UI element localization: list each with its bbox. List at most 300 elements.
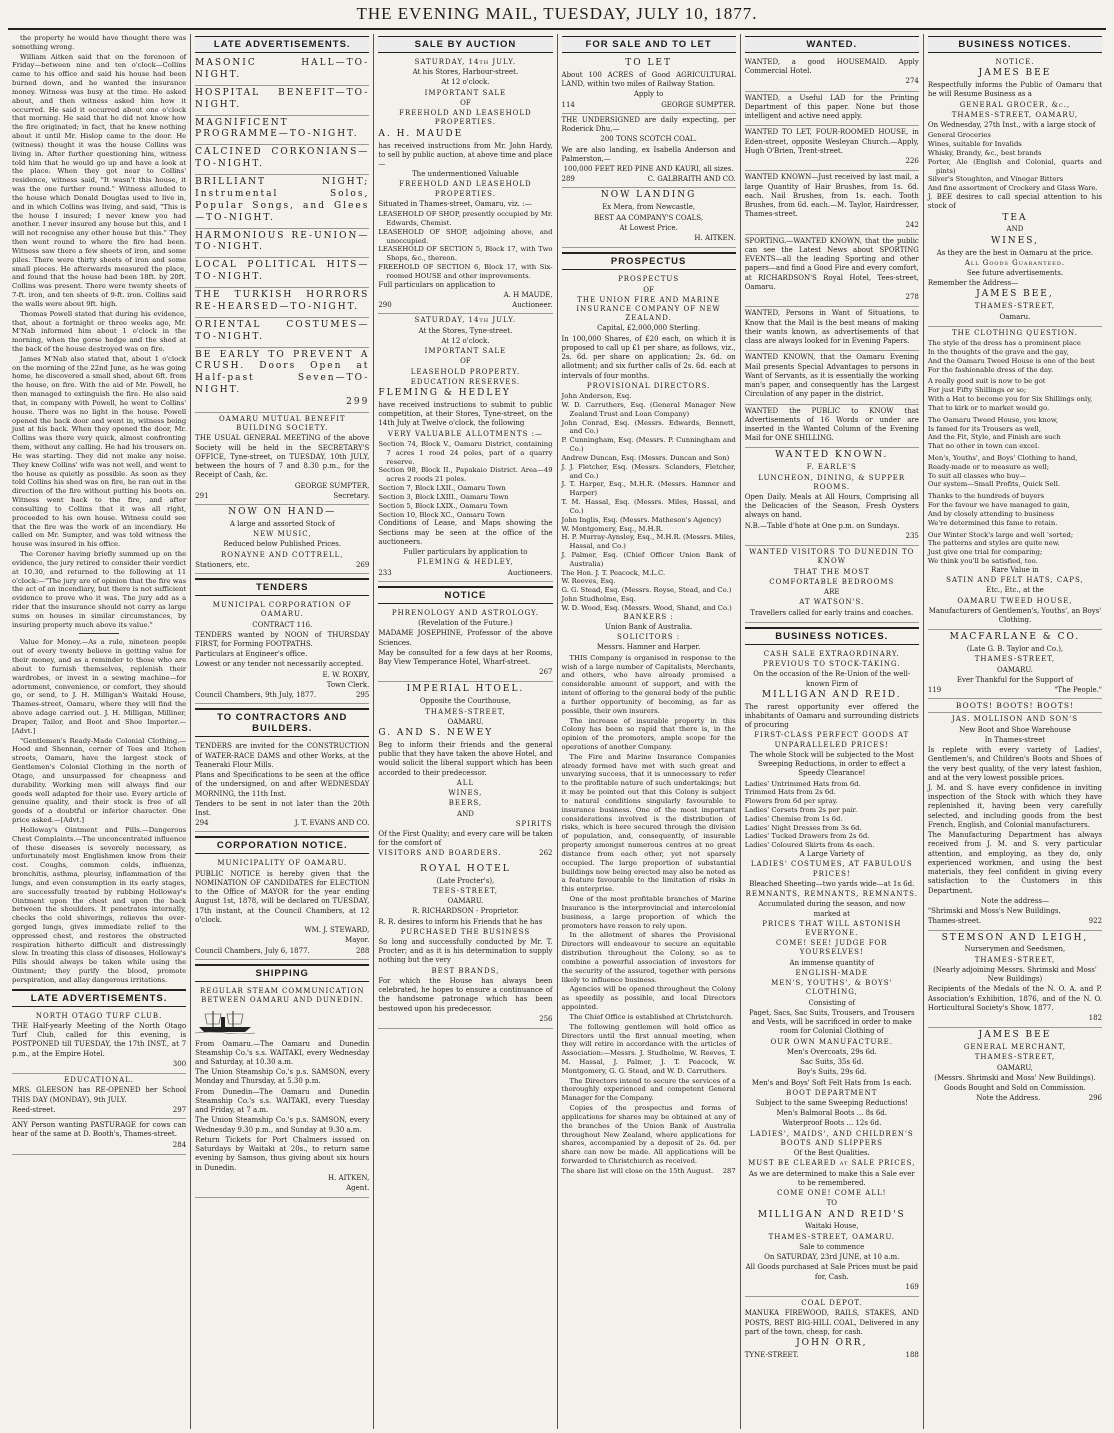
shares: In 100,000 Shares, of £20 each, on which it is proposed to call up £1 per share, as follows, viz., 2s. 6d. per share on application; 2s. 6d. on allotment; and six further calls of 2s. 6d. each at intervals of four months. <box>561 334 736 380</box>
ad-title: TO LET <box>625 58 672 68</box>
ad-date: Council Chambers, July 6, 1877. <box>195 946 310 955</box>
ad-text: Waterproof Boots ... 12s 6d. <box>782 1119 882 1128</box>
builders-header: TO CONTRACTORS AND BUILDERS. <box>195 708 369 737</box>
ad-text: Beg to inform their friends and the general public that they have taken the above Hotel, and would solicit the liberal support which has been accorded to their predecessor. <box>378 740 553 777</box>
municipal-tender-ad <box>195 599 369 704</box>
wanted-ad <box>745 351 919 404</box>
night-ad <box>195 145 369 175</box>
allotment-item: Section 74, Block V., Oamaru District, containing 7 acres 1 rood 24 poles, part of a quarry reserve. <box>378 439 553 466</box>
prospectus-para: Copies of the prospectus and forms of applications for shares may be obtained at any of the branches of the Union Bank of Australia throughout New Zealand, where applications for shares, accompanied by a deposit of 2s. 6d. per share can now be made. All applications will be forwarded to Christchurch as received. <box>561 1104 736 1166</box>
ad-title: OAMARU MUTUAL BENEFIT BUILDING SOCIETY. <box>218 414 346 433</box>
ad-line: Ever Thankful for the Support of <box>956 675 1074 684</box>
notice-header: NOTICE <box>378 586 552 604</box>
ad-role: Auctioneers. <box>507 568 553 577</box>
ad-text: Consisting of <box>808 998 856 1007</box>
puff-para: Holloway's Ointment and Pills.—Dangerous Chest Complaints.—The unconcentrated influence of these diseases is severely necessary, as unfortunately most Englishmen know from their cost. Coughs, common colds, influenza, bronchitis, asthma, pleurisy, inflammation of the lungs, and even consumption in its early stages, are successfully treated by rubbing Holloway's Ointment upon the chest and upon the back between the shoulders. It penetrates internally, checks the cold shiverings, relieves the over-gorged lungs, gives immediate relief to the oppressed chest, and restores the obstructed respiration hitherto difficult and distressingly slow. In treating this class of diseases, Holloway's Pills should always be taken while using the Ointment; they purify the blood, promote perspiration, and allay dangerous irritations. <box>12 825 187 984</box>
inquest-para: James M'Nab also stated that, about 1 o'clock on the morning of the 22nd June, as he was going home, he discovered a small shed, about 6ft. from the house, on fire. With the aid of Mr. Powell, he then managed to extinguish the fire. He also said that, in company with Powell, he went to Collins' house. There was no light in the house. Powell opened the back door and went in, witness being just at his back. When they opened the door, Mr. Collins was there very quick, almost confronting them, without any calling. He had his trousers on. He was starting. They did not make any noise. They knew Collins' wife was not well, and went to the house as quietly as possible. As soon as they told Collins his shed was on fire, he ran out in the direction of the fire without putting his boots on. Witness went back to the fire, and after consulting to Collins that it was all right, proceeded to his own house. Witness could see that the fire was the work of an incendiary. He called on Mr. Sumpter, and was told witness the house was insured in his office. <box>12 354 187 549</box>
verse-line: The patterns and styles are quite new. <box>927 539 1060 548</box>
verse-line: To suit all classes who buy— <box>927 471 1027 480</box>
director: John Anderson, Esq. <box>561 392 632 401</box>
verse-line: The Oamaru Tweed House, you know, <box>927 415 1058 424</box>
watsons-ad <box>745 546 919 623</box>
ad-number: 291 <box>195 491 209 500</box>
union-fire-prospectus <box>562 273 736 1178</box>
sailing-item: The Union Steamship Co.'s p.s. SAMSON, every Wednesday 9.30 p.m., and Sunday at 9.30 a.m. <box>195 1116 370 1134</box>
ad-text: PUBLIC NOTICE is hereby given that the NOMINATION OF CANDIDATES for ELECTION to the Office of MAYOR for the year ending August 1st, 1878, will be declared on TUESDAY, 17th instant, at the Council Chambers, at 12 o'clock. <box>195 869 370 924</box>
verse-line: And the Fit, Style, and Finish are such <box>927 433 1061 442</box>
ad-line: COMFORTABLE BEDROOMS <box>769 577 895 586</box>
auction-header: SALE BY AUCTION <box>378 36 552 53</box>
ad-number: 242 <box>905 220 919 229</box>
masthead <box>8 0 1106 30</box>
ad-full: Full particulars on application to <box>378 280 496 289</box>
ad-proprietors: G. AND S. NEWEY <box>378 728 494 739</box>
verse-line: And the Oamaru Tweed House is one of the best <box>927 356 1095 365</box>
ad-line: Note the Address. <box>976 1094 1041 1103</box>
ad-line: "The People." <box>1054 686 1103 695</box>
allotment-item: Section 5, Block LXIX., Oamaru Town <box>378 501 508 510</box>
ad-where: Reed-street. <box>12 1105 56 1114</box>
ad-text: For which the House has always been celebrated, he hopes to ensure a continuance of the handsome patronage which has been bestowed upon his predecessor. <box>378 976 553 1013</box>
pasturage-ad <box>12 1119 186 1155</box>
ad-full: Fuller particulars by application to <box>403 548 528 557</box>
ad-date: Council Chambers, 9th July, 1877. <box>195 691 317 700</box>
ad-line: Manufacturers of Gentlemen's, Youths', an Boys' Clothing. <box>928 606 1102 625</box>
puff-para: "Gentlemen's Ready-Made Colonial Clothing.—Hood and Shennan, corner of Tees and Itchen streets, Oamaru, have the largest stock of Gentlemen's Colonial Clothing in the north of Otago, and unsurpassed for cheapness and durability. Working men will always find our goods well adapted for their use. Every article of genuine quality, and their stock is free of all goods of a doubtful or inferior character. One price asked.—[Advt.] <box>12 736 187 825</box>
ad-number: 295 <box>355 691 370 700</box>
ad-text: WANTED, Persons in Want of Situations, to Know that the Mail is the best means of making their wants known, as advertisements of that class are always looked for in Evening Papers. <box>744 309 919 346</box>
ad-number: 119 <box>927 686 942 695</box>
ad-signature: JOHN ORR, <box>796 1338 868 1349</box>
ad-text: COME! SEE! JUDGE FOR YOURSELVES! <box>775 939 888 957</box>
clothing-question-ad <box>928 327 1102 631</box>
ad-text: MRS. GLEESON has RE-OPENED her School THIS DAY (MONDAY), 9th JULY. <box>12 1086 187 1104</box>
ad-text: Men's Balmoral Boots ... 8s 6d. <box>776 1109 888 1118</box>
ad-text: OUR OWN MANUFACTURE. <box>770 1037 894 1046</box>
ad-text: TENDERS wanted by NOON of THURSDAY FIRST, for Forming FOOTPATHS. <box>195 630 370 648</box>
stock-item: Wines, suitable for Invalids <box>927 140 1022 149</box>
property-item: LEASEHOLD OF SECTION 5, Block 17, with Two Shops, &c., thereon. <box>378 245 553 263</box>
ad-text: Bleached Sheeting—two yards wide—at 1s 6d. <box>749 879 915 888</box>
ad-line: SATIN AND FELT HATS, CAPS, <box>946 576 1084 585</box>
ad-text: Waitaki House, <box>805 1222 859 1231</box>
stock-item: And fine assortment of Crockery and Glass Ware. <box>927 184 1098 193</box>
corporation-notice-header: CORPORATION NOTICE. <box>195 836 369 854</box>
ad-text: Of the First Quality; and every care will be taken for the comfort of <box>378 830 553 848</box>
inquest-para: William Aitken said that on the forenoon of Friday—between nine and ten o'clock—Collins came to his office and said his house had been burned down, and he wanted the insurance money. Witness was busy at the time. He asked about, and then witness asked him how it occurred. He said it occurred about one o'clock that morning. He said that he did not know how the fire originated; in fact, that he knew nothing about it until Mr. Hislop came to the door. He (witness) thought it was the house Collins was living in. After further questioning him, witness told him that he would go up and have a look at the place. When they got near to Collins' residence, witness said, "It wasn't this house, it was the one further round." Witness alluded to the house which Donald Douglas used to live in, and in which Collins was living, and said, "This is the house I insured; I never knew you had another. I never insured any house but this, and I will not recognise any other house but this." They then went round to where the fire had been. Witness saw there a few sheets of iron, and some piles. There were thirty sheets of iron and some small pieces. He afterwards measured the place, and found that the house had been 18ft. by 20ft. Collins was present. There were twenty sheets of 7-ft. iron, and ten sheets of 9-ft. iron. Collins said the walls were about 9ft. high. <box>12 52 187 308</box>
ad-number: 287 <box>722 1166 736 1175</box>
ad-street: TYNE-STREET. <box>744 1350 799 1359</box>
ad-title: IMPORTANT SALE <box>424 88 507 97</box>
allotment-item: Section 98, Block II., Papakaio District. Area—49 acres 2 roods 21 poles. <box>378 466 553 484</box>
ad-text: THE USUAL GENERAL MEETING of the above Society will be held in the SECRETARY'S OFFICE, Tyne-street, on TUESDAY, 10th JULY, between the hours of 7 and 8.30 p.m., for the Receipt of Cash, &c. <box>195 434 370 480</box>
night-ads <box>195 56 369 413</box>
ad-text: VISITORS AND BOARDERS. <box>378 849 502 858</box>
coal-landing-ad <box>562 188 736 248</box>
fleming-auction-ad <box>378 314 552 581</box>
ad-date: SATURDAY, 14th JULY. <box>414 316 517 325</box>
ad-town: OAMARU. <box>997 665 1033 674</box>
ad-line: (Nearly adjoining Messrs. Shrimski and Moss' New Buildings) <box>933 965 1097 984</box>
ad-signature: GEORGE SUMPTER. <box>661 100 736 109</box>
ad-text: WANTED KNOWN, that the Oamaru Evening Mail presents Special Advantages to persons in Want of Servants, as it is essentially the working man's paper, and consequently has the Largest Circulation of any paper in the district. <box>744 353 919 399</box>
ad-text: Tenders to be sent in not later than the 20th Inst. <box>195 799 370 818</box>
allotment-item: Section 3, Block LXIII., Oamaru Town <box>378 492 509 501</box>
drink-item: SPIRITS <box>515 819 553 828</box>
prospectus-para: In the allotment of shares the Provisional Directors will endeavour to secure an equitable distribution throughout the Colony, so as to combine a powerful association of investors for the security of the assured, together with persons likely to influence business. <box>561 931 736 984</box>
ad-what: VERY VALUABLE ALLOTMENTS :— <box>387 429 543 438</box>
stock-item: General Groceries <box>927 131 991 140</box>
ad-text: May be consulted for a few days at her Rooms, Bay View Temperance Hotel, Wharf-street. <box>378 648 553 666</box>
ad-date: SATURDAY, 14th JULY. <box>414 58 517 66</box>
ad-number: 114 <box>561 100 575 109</box>
ad-what: FREEHOLD AND LEASEHOLD PROPERTIES. <box>399 109 532 127</box>
james-bee-merchant-ad <box>928 1028 1102 1106</box>
column-5 <box>741 34 924 1429</box>
verse-line: Just give one trial for comparing; <box>927 548 1043 557</box>
ad-of: OF <box>460 357 471 366</box>
director: J. T. Harper, Esq., M.H.R. (Messrs. Hamner and Harper) <box>561 480 736 498</box>
ad-text: The Manufacturing Department has always received from J. M. and S. very particular attention, and employing, as they do, only experienced workmen, and using the best materials, they feel confident in giving every satisfaction to the Customers in this Department. <box>927 831 1103 895</box>
mayor-nomination-ad <box>195 857 369 959</box>
ad-text: Sale to commence <box>799 1242 865 1251</box>
prospectus-header: PROSPECTUS <box>562 252 736 270</box>
for-sale-header: FOR SALE AND TO LET <box>562 36 736 53</box>
ad-sub: LUNCHEON, DINING, & SUPPER ROOMS. <box>758 473 906 491</box>
verse-line: The style of the dress has a prominent place <box>927 339 1081 348</box>
ad-text: COME ONE! COME ALL! <box>777 1189 887 1198</box>
ad-title: JAMES BEE <box>978 68 1052 79</box>
ad-line: JAMES BEE, <box>976 289 1054 300</box>
ad-contract: CONTRACT 116. <box>252 620 313 629</box>
ad-title: JAS. MOLLISON AND SON'S <box>951 715 1078 724</box>
wanted-ad <box>745 307 919 351</box>
ad-text: PRICES THAT WILL ASTONISH EVERYONE. <box>762 919 902 938</box>
ad-time: At 12 o'clock. <box>441 336 490 345</box>
macfarlane-ad <box>928 630 1102 699</box>
ad-text: The rarest opportunity ever offered the inhabitants of Oamaru and surrounding districts of procuring <box>744 702 919 730</box>
puff-para: Value for Money.—As a rule, nineteen people out of every twenty believe in getting value for their money, and as a reminder to those who are about to furnish themselves, replenish their wardrobes, or invest in a sewing machine—for adornment, convenience, or comfort, they should go, or send, to J. H. Milligan's Waitaki House, Thames-street, Oamaru, where they will find the above adage carried out. J. H. Milligan, Milliner, Draper, Tailor, and Boot and Shoe Importer.—[Advt.] <box>12 638 187 735</box>
ad-text: THAMES-STREET, OAMARU. <box>768 1232 895 1241</box>
drink-item: WINES, <box>448 789 483 798</box>
ad-number: 188 <box>905 1350 919 1359</box>
ad-text: MADAME JOSEPHINE, Professor of the above Sciences. <box>378 629 553 647</box>
ad-sub: Opposite the Courthouse, <box>419 697 511 706</box>
ad-line: (Messrs. Shrimski and Moss' New Buildings). <box>934 1073 1096 1082</box>
ad-line: See future advertisements. <box>966 269 1064 277</box>
night-ad <box>195 86 369 116</box>
ad-text: REMNANTS, REMNANTS, REMNANTS. <box>745 890 918 899</box>
ad-title: NOW LANDING <box>600 190 697 201</box>
ad-number: 294 <box>195 819 209 828</box>
ad-number: 296 <box>1088 1094 1103 1103</box>
water-race-tender-ad <box>195 740 369 832</box>
stock-item: Porter, Ale (English and Colonial, quarts and pints) <box>927 157 1103 175</box>
verse-line: With a Hat to become you for Six Shillings only, <box>927 395 1093 404</box>
inquest-report <box>12 34 186 629</box>
price-item: Trimmed Hats from 2s 6d. <box>744 788 836 797</box>
prospectus-para: The following gentlemen will hold office as Directors until the first annual meeting, when they will retire in accordance with the articles of Association:—Messrs. J. Studholme, W. Reeves, T. M. Hassal, J. Palmer, J. T. Peacock, W. Montgomery, G. G. Stead, and W. D. Carruthers. <box>561 1022 736 1075</box>
director: J. J. Fletcher, Esq. (Messrs. Sclanders, Fletcher, and Co.) <box>561 462 736 480</box>
maude-auction-ad <box>378 56 552 314</box>
james-bee-grocer-ad <box>928 56 1102 327</box>
night-ad <box>195 258 369 288</box>
mutual-society-ad <box>195 413 369 505</box>
ad-title: MACFARLANE & CO. <box>949 632 1081 643</box>
price-item: Ladies' Corsets from 2s per pair. <box>744 806 858 814</box>
ad-title: NORTH OTAGO TURF CLUB. <box>35 1011 163 1020</box>
prospectus-of: OF <box>643 285 654 294</box>
ad-text: TO <box>826 1199 837 1208</box>
ad-intro: The undermentioned Valuable <box>412 170 519 179</box>
allotment-item: Section 10, Block XC., Oamaru Town <box>378 510 506 519</box>
verse-line: For the favour we have managed to gain, <box>927 501 1070 510</box>
wanted-header: WANTED. <box>745 36 919 53</box>
inquest-para: the property he would have thought there was something wrong. <box>12 34 187 51</box>
steamship-ad <box>195 985 369 1198</box>
verse-line: A really good suit is now to be got <box>927 377 1046 386</box>
director: The Hon. J. T. Peacock, M.L.C. <box>561 568 666 577</box>
ad-title: NOW ON HAND— <box>228 506 337 517</box>
ad-text: Paget, Sacs, Sac Suits, Trousers, and Trousers and Vests, will be sacrificed in order to make room for Colonial Clothing of <box>748 1008 915 1036</box>
ad-number: 267 <box>539 668 553 677</box>
verse-line: And by closely attending to business <box>927 509 1054 518</box>
ad-text: J. BEE desires to call special attention to his stock of <box>927 193 1103 211</box>
ad-number: 169 <box>905 1282 919 1291</box>
ad-text: J. M. and S. have every confidence in inviting inspection of the Stock with which they have replenished it, having been very carefully selected, and including goods from the best French, English, and Colonial manufacturers. <box>927 784 1103 829</box>
ad-line: "Shrimski and Moss's New Buildings, <box>927 907 1061 916</box>
ad-text: Open Daily. Meals at All Hours, Comprising all the Delicacies of the Season, Fresh Oysters always on hand. <box>744 493 919 520</box>
ad-text: Respectfully informs the Public of Oamaru that he will Resume Business as a <box>927 81 1103 99</box>
galbraith-ad <box>562 114 736 189</box>
directors-heading: PROVISIONAL DIRECTORS. <box>586 381 711 390</box>
ad-text: LADIES', MAIDS', AND CHILDREN'S BOOTS AND SLIPPERS <box>749 1129 914 1147</box>
puff-paragraphs <box>12 638 186 984</box>
ad-number: 290 <box>378 301 392 310</box>
ad-line: 200 TONS SCOTCH COAL. <box>600 135 697 144</box>
prospectus-para: The share list will close on the 15th August. <box>561 1166 714 1175</box>
director: John Studholme, Esq. <box>561 595 636 604</box>
ad-signature: GEORGE SUMPTER, <box>294 481 370 490</box>
ad-text: THE Half-yearly Meeting of the North Otago Turf Club, called for this evening, is POSTPONED till TUESDAY, the 17th INST., at 7 p.m., at the Empire Hotel. <box>12 1022 187 1058</box>
boots-heading: BOOTS! BOOTS! BOOTS! <box>928 699 1102 713</box>
verse <box>928 339 1102 566</box>
ad-text: have received instructions to submit to public competition, at their Stores, Tyne-street, on the 14th July at Twelve o'clock, the following <box>378 401 553 428</box>
solicitors: Messrs. Hamner and Harper. <box>596 643 701 652</box>
ad-title: REGULAR STEAM COMMUNICATION BETWEEN OAMARU AND DUNEDIN. <box>199 986 365 1005</box>
ad-line: Remember the Address— <box>927 279 1019 288</box>
drink-item: BEERS, <box>448 799 483 808</box>
educational-ad <box>12 1074 186 1119</box>
ad-role: Stationers, etc. <box>195 560 250 569</box>
ad-text: Plans and Specifications to be seen at the office of the undersigned, on and after WEDNESDAY MORNING, the 11th Inst. <box>195 771 370 798</box>
ad-number: 274 <box>905 77 919 86</box>
ad-text: MAGNIFICENT PROGRAMME—TO-NIGHT. <box>195 117 359 140</box>
ad-number: 256 <box>539 1014 553 1023</box>
ad-signature: H. AITKEN. <box>694 234 736 243</box>
inquest-para: The Coroner having briefly summed up on the evidence, the jury retired to consider their verdict at 10.30, and returned to the following at 11 o'clock:—"The jury are of opinion that the fire was the act of an incendiary, but there is not sufficient evidence to prove who it was. The jury add as a rider that the insurance should not carry as large sums on houses in similar circumstances, by insuring property much above its value." <box>12 550 187 629</box>
ad-number: 278 <box>905 293 919 302</box>
ad-of: OF <box>460 98 471 107</box>
verse-line: That no other in town can excel. <box>927 442 1040 451</box>
ad-street: THAMES-STREET, <box>974 955 1056 964</box>
ad-role: Town Clerk. <box>326 680 370 689</box>
price-item: Ladies' Chemise from 1s 6d. <box>744 814 843 823</box>
ad-title: IMPERIAL HTOEL. <box>406 684 525 695</box>
business-notices-header: BUSINESS NOTICES. <box>928 36 1102 53</box>
ad-number: 235 <box>905 531 919 540</box>
ad-signature: E. W. ROXBY, <box>322 670 370 679</box>
ad-line: 100,000 FEET RED PINE AND KAURI, all sizes. <box>563 164 734 173</box>
new-music-ad <box>195 505 369 574</box>
ad-number: 297 <box>172 1105 187 1114</box>
ad-text: THE UNDERSIGNED are daily expecting, per Roderick Dhu,— <box>561 115 736 134</box>
ad-text: WANTED KNOWN—Just received by last mail, a large Quantity of Hair Brushes, from 1s. 6d. each. Nail Brushes, from 1s. each. Tooth Brushes, from 6d. each.—M. Taylor, Hairdresser, Thames-street. <box>744 173 919 219</box>
ad-line: Oamaru. <box>999 312 1031 321</box>
ad-text: A Large Variety of <box>799 850 864 859</box>
ad-line: Etc., Etc., at the <box>986 586 1044 595</box>
night-ad <box>195 175 369 229</box>
ad-situ: Situated in Thames-street, Oamaru, viz. :— <box>378 199 532 208</box>
director: W. D. Carruthers, Esq. (General Manager New Zealand Trust and Loan Company) <box>561 400 736 418</box>
ad-number: 233 <box>378 568 392 577</box>
property-item: LEASEHOLD OF SHOP, presently occupied by Mr. Edwards, Chemist. <box>378 210 553 227</box>
column-1 <box>8 34 191 1429</box>
ad-time: At 12 o'clock. <box>441 78 490 87</box>
ad-line: ARE <box>824 588 840 597</box>
ad-text: On the occasion of the Re-Union of the well-known Firm of <box>753 670 911 688</box>
ad-reserves: EDUCATION RESERVES. <box>410 377 521 386</box>
ad-number: 288 <box>355 946 370 955</box>
allotment-item: Section 7, Block LXII., Oamaru Town <box>378 484 506 493</box>
director: W. D. Wood, Esq. (Messrs. Wood, Shand, and Co.) <box>561 603 732 612</box>
imperial-hotel-ad <box>378 682 552 861</box>
masthead-title: THE EVENING MAIL, TUESDAY, JULY 10, 1877. <box>356 4 758 23</box>
ad-what: PURCHASED THE BUSINESS <box>400 927 531 936</box>
sailing-item: The Union Steamship Co.'s p.s. SAMSON, every Monday and Thursday, at 5.30 p.m. <box>195 1068 370 1086</box>
ad-signature: C. GALBRAITH AND CO. <box>647 175 736 184</box>
ad-sub: (Revelation of the Future.) <box>418 619 513 628</box>
prospectus-title: PROSPECTUS <box>618 275 680 284</box>
ad-text: Of the Best Qualities. <box>793 1149 870 1158</box>
ad-street: THAMES-STREET, <box>425 707 506 716</box>
prospectus-para: THIS Company is organised in response to the wish of a large number of Capitalists, Merchants, and others, who have already promised a considerable amount of support, and with the intent of offering to the general body of the public a further opportunity of becoming, as far as possible, their own insurers. <box>561 653 736 715</box>
sailing-item: From Oamaru.—The Oamaru and Dunedin Steamship Co.'s s.s. WAITAKI, every Wednesday and Saturday, at 10.30 a.m. <box>195 1039 370 1066</box>
ad-street: THAMES-STREET, <box>974 1053 1056 1062</box>
prospectus-para: One of the most profitable branches of Marine Insurance is the interprovincial and intercolonial business, a large proportion of which the promoters have reason to rely upon. <box>561 895 736 930</box>
ad-text: WANTED, a Useful LAD for the Printing Department of this paper. None but those intelligent and active need apply. <box>744 93 919 121</box>
prospectus-para: The Chief Office is established at Christchurch. <box>569 1012 734 1021</box>
late-ads-header: LATE ADVERTISEMENTS. <box>12 989 186 1007</box>
ad-role: Mayor. <box>345 936 370 945</box>
ad-text: WANTED, a good HOUSEMAID. Apply Commercial Hotel. <box>744 58 919 76</box>
ad-signature: RONAYNE AND COTTRELL, <box>221 550 344 559</box>
ad-text: On SATURDAY, 23rd JUNE, at 10 a.m. <box>764 1253 900 1262</box>
column-4 <box>558 34 741 1429</box>
coal-depot-ad <box>745 1297 919 1363</box>
ad-title: EDUCATIONAL. <box>64 1076 135 1085</box>
ad-signature: WM. J. STEWARD, <box>304 926 370 935</box>
ad-number: 289 <box>561 175 575 184</box>
verse-line: We think you'll be satisfied, too. <box>927 557 1038 566</box>
night-ad <box>195 116 369 146</box>
ad-what: BEST BRANDS, <box>431 966 500 975</box>
ad-text: Lowest or any tender not necessarily accepted. <box>195 660 364 669</box>
company-name: THE UNION FIRE AND MARINE INSURANCE COMPANY OF NEW ZEALAND. <box>576 295 721 323</box>
ad-auctioneer: FLEMING & HEDLEY <box>378 388 511 399</box>
ad-line: Travellers called for early trains and coaches. <box>750 608 914 617</box>
ad-text: MUST BE CLEARED at SALE PRICES, <box>748 1159 916 1168</box>
ad-text: Subject to the same Sweeping Reductions! <box>755 1099 908 1107</box>
ad-title: CASH SALE EXTRAORDINARY. <box>763 649 900 658</box>
wanted-ad <box>745 171 919 234</box>
prospectus-para: The increase of insurable property in this Colony has been so rapid that there is, in the opinion of the promoters, ample scope for the operations of another Company. <box>561 716 736 751</box>
bankers: Union Bank of Australia. <box>604 623 693 632</box>
ad-text: MEN'S, YOUTHS', & BOYS' CLOTHING, <box>771 979 893 997</box>
ad-text: An immense quantity of <box>789 958 874 967</box>
ad-text: Accumulated during the season, and now marked at <box>758 900 906 918</box>
ad-title: MUNICIPAL CORPORATION OF OAMARU. <box>212 601 352 619</box>
prospectus-para: The Fire and Marine Insurance Companies already formed have met with such great and unvarying success, that it is unnecessary to refer to the profitable nature of such undertakings; but it may be pointed out that this Colony is subject to natural conditions singularly favourable to insurance business. One of the most important considerations involved is the distribution of risks, which is here secured through the division of population, and, consequently, of insurable property amongst numerous centres at no great distance from each other, yet not sparsely occupied. The large proportion of substantial buildings now being erected may also be noted as a feature favourable to the limitation of risks in this enterprise. <box>561 752 736 894</box>
ad-text: ORIENTAL COSTUMES—TO-NIGHT. <box>195 319 370 342</box>
ad-text: Sac Suits, 35s 6d. <box>800 1058 864 1067</box>
stock-item: Silver's Stoughton, and Vinegar Bitters <box>927 175 1064 184</box>
verse-line: In the thoughts of the grave and the gay, <box>927 347 1069 356</box>
ad-number: 922 <box>1088 917 1103 926</box>
ad-where: At the Stores, Tyne-street. <box>418 326 513 335</box>
royal-hotel-ad <box>378 862 552 1029</box>
ad-title: THE CLOTHING QUESTION. <box>951 328 1078 337</box>
ad-line: NEW MUSIC, <box>252 530 312 539</box>
night-ad <box>195 318 369 348</box>
ad-sub: (Late Procter's), <box>436 876 495 885</box>
ad-text: FIRST-CLASS PERFECT GOODS AT UNPARALLELED PRICES! <box>754 731 910 749</box>
director: Andrew Duncan, Esq. (Messrs. Duncan and Son) <box>561 453 730 462</box>
ad-line: OAMARU TWEED HOUSE, <box>957 596 1073 605</box>
ad-line: AT WATSON'S. <box>799 598 865 607</box>
stemson-leigh-ad <box>928 931 1102 1029</box>
ad-title: ROYAL HOTEL <box>420 863 511 874</box>
turf-club-ad <box>12 1010 186 1074</box>
ad-text: As we are determined to make this a Sale ever to be remembered. <box>748 1169 915 1187</box>
ad-signature: FLEMING & HEDLEY, <box>417 558 514 567</box>
ad-number: 269 <box>355 560 370 569</box>
ad-nb: N.B.—Table d'hote at One p.m. on Sundays. <box>744 521 900 530</box>
sailing-item: Return Tickets for Port Chalmers issued on Saturdays by Waitaki at 20s., to return same evening by Samson, thus giving about six hours in Dunedin. <box>195 1135 370 1172</box>
ad-title: PHRENOLOGY AND ASTROLOGY. <box>391 608 539 617</box>
wanted-ad <box>745 126 919 171</box>
ad-line: We are also landing, ex Isabella Anderson and Palmerston,— <box>561 145 736 163</box>
verse-line: That to kirk or to market would go. <box>927 403 1050 412</box>
steamship-icon <box>195 1008 255 1034</box>
ad-number: 300 <box>172 1059 187 1068</box>
ad-street: TEES-STREET, <box>432 886 498 895</box>
ad-line: THAT THE MOST <box>793 567 870 576</box>
ad-role: Secretary. <box>333 491 370 500</box>
earle-rooms-ad <box>745 448 919 546</box>
ad-proprietor: R. RICHARDSON - Proprietor. <box>411 907 519 916</box>
verse-line: Our Winter Stock's large and well 'sorted; <box>927 530 1074 539</box>
ad-text: TENDERS are invited for the CONSTRUCTION of WATER-RACE DAMS and other Works, at the Teaneraki Flour Mills. <box>195 742 370 769</box>
property-item: FREEHOLD OF SECTION 6, Block 17, with Six-roomed HOUSE and other improvements. <box>378 263 553 280</box>
ad-text: Men's Overcoats, 29s 6d. <box>786 1047 877 1056</box>
ad-town: OAMARU, <box>997 1063 1033 1072</box>
ad-role: Agent. <box>346 1184 370 1193</box>
inquest-para: Thomas Powell stated that during his evidence, that, about a fortnight or three weeks ago, Mr. M'Nab informed him about 1 o'clock in the morning, when the gorse hedge and the shed at the back of the house destroyed was on fire. <box>12 309 187 353</box>
ad-signature: J. T. EVANS AND CO. <box>294 819 370 828</box>
ad-text: BRILLIANT NIGHT; Instrumental Solos, Popular Songs, and Glees—TO-NIGHT. <box>195 177 370 223</box>
ad-text: Boy's Suits, 29s 6d. <box>797 1068 867 1077</box>
